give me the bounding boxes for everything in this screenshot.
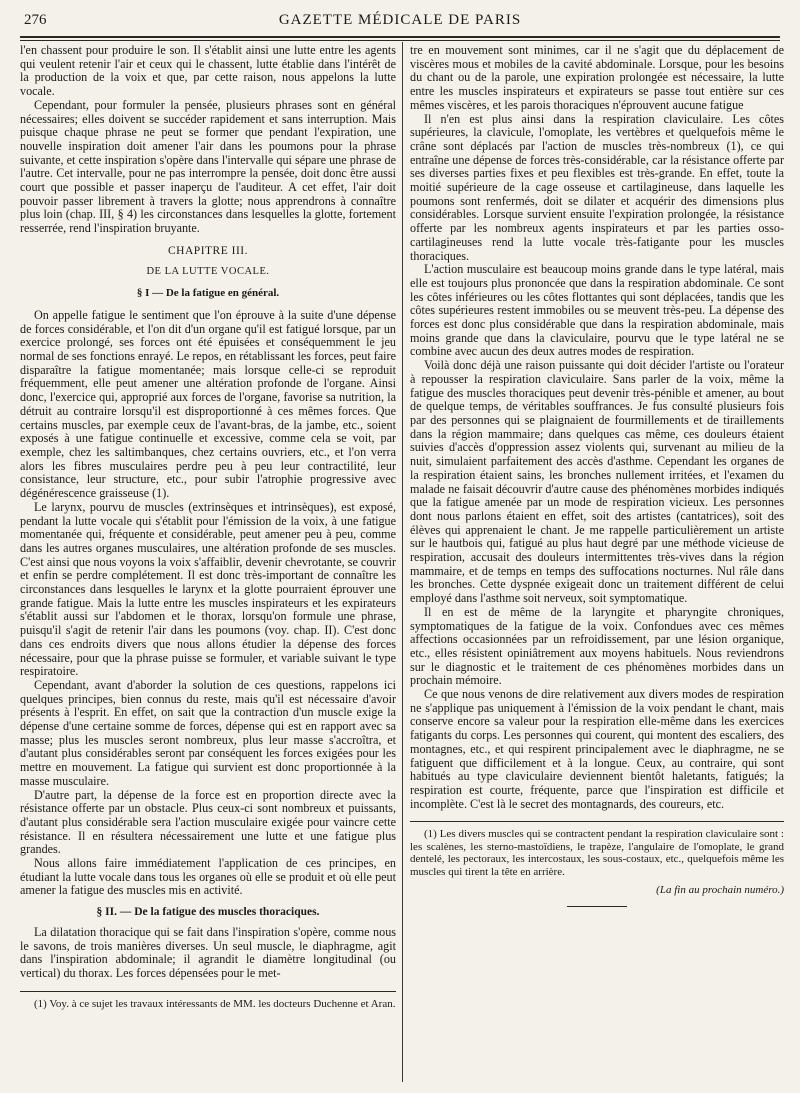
paragraph: D'autre part, la dépense de la force est en proportion directe avec la résistance offerte par un obstacle. Plus ceux-ci sont nombreux et puissants, d'autant plus considérable sera l'action musculaire exigée pour vaincre cette résistance. Il en résultera nécessairement une lutte et une fatigue plus grandes. [20, 787, 396, 857]
paragraph: Cependant, pour formuler la pensée, plusieurs phrases sont en général nécessaires; elles doivent se succéder rapidement et sans interruption. Mais puisque chaque phrase ne peut se former que pendant l'expiration, une nouvelle inspiration doit amener l'air dans les poumons pour la phrase suivante, et cette inspiration s'opère dans l'intervalle qui sépare une phrase de l'autre. Cet intervalle, pour ne pas interrompre la pensée, doit donc être aussi court que possible et passer inaperçu de l'auditeur. A cet effet, l'air doit pouvoir passer librement à travers la glotte; nous apprendrons à connaître plus loin (chap. III, § 4) les circonstances dans lesquelles la glotte, fortement resserrée, rend l'inspiration bruyante. [20, 97, 396, 236]
page-number: 276 [24, 12, 47, 28]
page-header [24, 12, 776, 34]
running-title: GAZETTE MÉDICALE DE PARIS [278, 12, 522, 28]
footnote-rule [410, 821, 784, 822]
end-rule [567, 906, 627, 907]
section-heading: § II. — De la fatigue des muscles thoraciques. [96, 906, 320, 919]
chapter-heading: CHAPITRE III. [168, 244, 248, 257]
paragraph: L'action musculaire est beaucoup moins grande dans le type latéral, mais elle est toujours plus prononcée que dans la respiration abdominale. Ce sont les côtes inférieures ou les côtes flottantes qui sont déplacées, tandis que les côtes supérieures restent immobiles ou se meuvent très-peu. La dépense des forces est donc plus considérable que dans la respiration abdominale, mais moins grande que dans la claviculaire, pourvu que le type latéral ne se combine avec aucun des deux autres modes de respiration. [410, 262, 784, 359]
paragraph: Cependant, avant d'aborder la solution de ces questions, rappelons ici quelques principes, bien connus du reste, mais qu'il est nécessaire d'avoir présents à l'esprit. En effet, on sait que la contraction d'un muscle exige la dépense d'une certaine somme de forces, dépense qui est en rapport avec sa masse; plus les muscles seront nombreux, plus leur masse s'accroîtra, et d'autant plus considérables seront par conséquent les forces exigées pour les mettre en mouvement. La fatigue qui survient est donc proportionnée à la masse musculaire. [20, 677, 396, 788]
paragraph: Voilà donc déjà une raison puissante qui doit décider l'artiste ou l'orateur à repousser la respiration claviculaire. Sans parler de la voix, même la fatigue des muscles thoraciques peut devenir très-pénible et amener, au bout de quelque temps, de véritables souffrances. Je fus consulté plusieurs fois par des personnes qui se plaignaient de fourmillements et de tiraillements dans la région mammaire; dans quelques cas même, ces douleurs étaient suivies d'accès d'oppression assez violents qui, survenant au milieu de la nuit, simulaient parfaitement des accès d'asthme. Cependant les organes de la respiration étaient sains, les bronches nullement irritées, et l'examen du malade ne faisait découvrir d'autre cause des phénomènes morbides indiqués que la fatigue amenée par un mode de respiration vicieux. Les personnes dont nous parlons étaient en effet, soit des artistes (cantatrices), soit des élèves qui apprenaient le chant. Je me rappelle particulièrement un artiste sur le hautbois qui, fatigué au plus haut degré par une méthode vicieuse de respiration, accusait des douleurs intermittentes très-vives dans la région mammaire, et de temps en temps des suffocations nocturnes. Nul râle dans les bronches. Cette dyspnée exigeait donc un traitement différent de celui employé dans l'asthme soit nerveux, soit symptomatique. [410, 358, 784, 606]
left-column [20, 44, 396, 1010]
chapter-subtitle: DE LA LUTTE VOCALE. [146, 265, 270, 277]
right-column [410, 44, 784, 915]
header-rule [20, 36, 780, 41]
paragraph: La dilatation thoracique qui se fait dans l'inspiration s'opère, comme nous le savons, de trois manières diverses. Un seul muscle, le diaphragme, agit dans l'inspiration abdominale; il agrandit le diamètre longitudinal (ou vertical) du thorax. Les forces dépensées pour le met- [20, 924, 396, 980]
paragraph: tre en mouvement sont minimes, car il ne s'agit que du déplacement de viscères mous et mobiles de la cavité abdominale. Lorsque, pour les besoins du chant ou de la parole, une expiration prolongée est nécessaire, la lutte entre les muscles inspirateurs et expirateurs se passe tout entière sur ces mêmes viscères, et les parois thoraciques n'éprouvent aucune fatigue [410, 43, 784, 112]
footnote: (1) Les divers muscles qui se contractent pendant la respiration claviculaire sont : les scalènes, les sterno-mastoïdiens, le trapèze, l'angulaire de l'omoplate, le grand dentelé, les pectoraux, les intercostaux, les sous-costaux, etc., quelquefois même les muscles qui tirent la tête en arrière. [410, 828, 784, 878]
paragraph: Nous allons faire immédiatement l'application de ces principes, en étudiant la lutte vocale dans tous les organes où elle se produit et où elle peut amener la fatigue des muscles mis en activité. [20, 856, 396, 898]
footnote-rule [20, 991, 396, 992]
paragraph: Il en est de même de la laryngite et pharyngite chroniques, symptomatiques de la fatigue de la voix. Confondues avec ces mêmes affections occasionnées par un refroidissement, par une lésion organique, etc., elles résistent opiniâtrement aux moyens habituels. Nous reviendrons sur le diagnostic et le traitement de ces phénomènes morbides dans un prochain mémoire. [410, 604, 784, 688]
paragraph: Le larynx, pourvu de muscles (extrinsèques et intrinsèques), est exposé, pendant la lutte vocale qui s'établit pour l'émission de la voix, à une fatigue momentanée qui, fréquente et considérable, peut amener peu à peu, comme dans les autres organes musculaires, une altération profonde de ses muscles. C'est ainsi que nous voyons la voix s'affaiblir, devenir chevrotante, se couvrir et enfin se perdre complétement. Il est donc très-important de connaître les circonstances dans lesquelles le larynx et la glotte pourraient éprouver une grande fatigue. Mais la lutte entre les muscles inspirateurs et les expirateurs s'établit aussi sur l'abdomen et le thorax, lorsqu'on formule une phrase, puisqu'il s'agit de retenir l'air dans les poumons (voy. chap. II). C'est donc dans ces endroits divers que nous allons étudier la dépense des forces nécessaire, pour que la phrase puisse se formuler, et variable suivant le type respiratoire. [20, 499, 396, 679]
column-divider [402, 42, 403, 1082]
footnote: (1) Voy. à ce sujet les travaux intéressants de MM. les docteurs Duchenne et Aran. [34, 997, 396, 1010]
paragraph: l'en chassent pour produire le son. Il s'établit ainsi une lutte entre les agents qui veulent retenir l'air et ceux qui le chassent, lutte établie dans l'intérêt de la production de la voix et que, par cette raison, nous appelons la lutte vocale. [20, 43, 396, 99]
paragraph: Il n'en est plus ainsi dans la respiration claviculaire. Les côtes supérieures, la clavicule, l'omoplate, les vertèbres et quelquefois même le crâne sont déplacés par l'action de muscles très-nombreux (1), ce qui entraîne une dépense de forces très-considérable, car la résistance offerte par ses diverses parties fixes et peu flexibles est très-grande. En effet, toute la moitié supérieure de la cage osseuse et cartilagineuse, dans laquelle les poumons sont renfermés, doit se dilater et acquérir des dimensions plus considérables. Lorsque survient ensuite l'expiration prolongée, la résistance offerte par les nombreux agents inspirateurs et par les parties osso-cartilagineuses rend la lutte vocale très-fatigante pour les muscles thoraciques. [410, 111, 784, 263]
paragraph: On appelle fatigue le sentiment que l'on éprouve à la suite d'une dépense de forces considérable, et l'on dit d'un organe qu'il est fatigué lorsque, par un exercice prolongé, ses forces ont été épuisées et conséquemment le jeu normal de ses fonctions enrayé. Le repos, en rétablissant les forces, peut faire disparaître la fatigue momentanée; mais lorsque celle-ci se reproduit fréquemment, elle peut amener une altération profonde de l'organe. Ainsi donc, l'exercice qui, approprié aux forces de l'organe, favorise sa nutrition, la détruit au contraire lorsqu'il est disproportionné à ces mêmes forces. Que certains muscles, par exemple ceux de l'avant-bras, de la jambe, etc., soient exposés à une fatigue continuelle et excessive, comme cela se voit, par exemple, chez les saltimbanques, chez certains ouvriers, etc., et l'on verra alors les fibres musculaires perdre peu à peu leur contractilité, leur consistance, leur structure, etc., pour subir l'atrophie progressive avec dégénérescence graisseuse (1). [20, 307, 396, 501]
paragraph: Ce que nous venons de dire relativement aux divers modes de respiration ne s'applique pas uniquement à l'émission de la voix pendant le chant, mais conserve encore sa valeur pour la respiration elle-même dans les exercices fatigants du corps. Les personnes qui courent, qui montent des escaliers, des montagnes, etc., et qui respirent principalement avec le diaphragme, ne se fatiguent que difficilement et à la longue. Ceux, au contraire, qui sont habitués au type claviculaire deviennent bientôt haletants, fatigués; la respiration est courte, fréquente, parce que l'inspiration est difficile et incomplète. C'est là le secret des montagnards, des coureurs, etc. [410, 687, 784, 811]
section-heading: § I — De la fatigue en général. [136, 287, 280, 300]
continuation-note: (La fin au prochain numéro.) [656, 884, 784, 897]
